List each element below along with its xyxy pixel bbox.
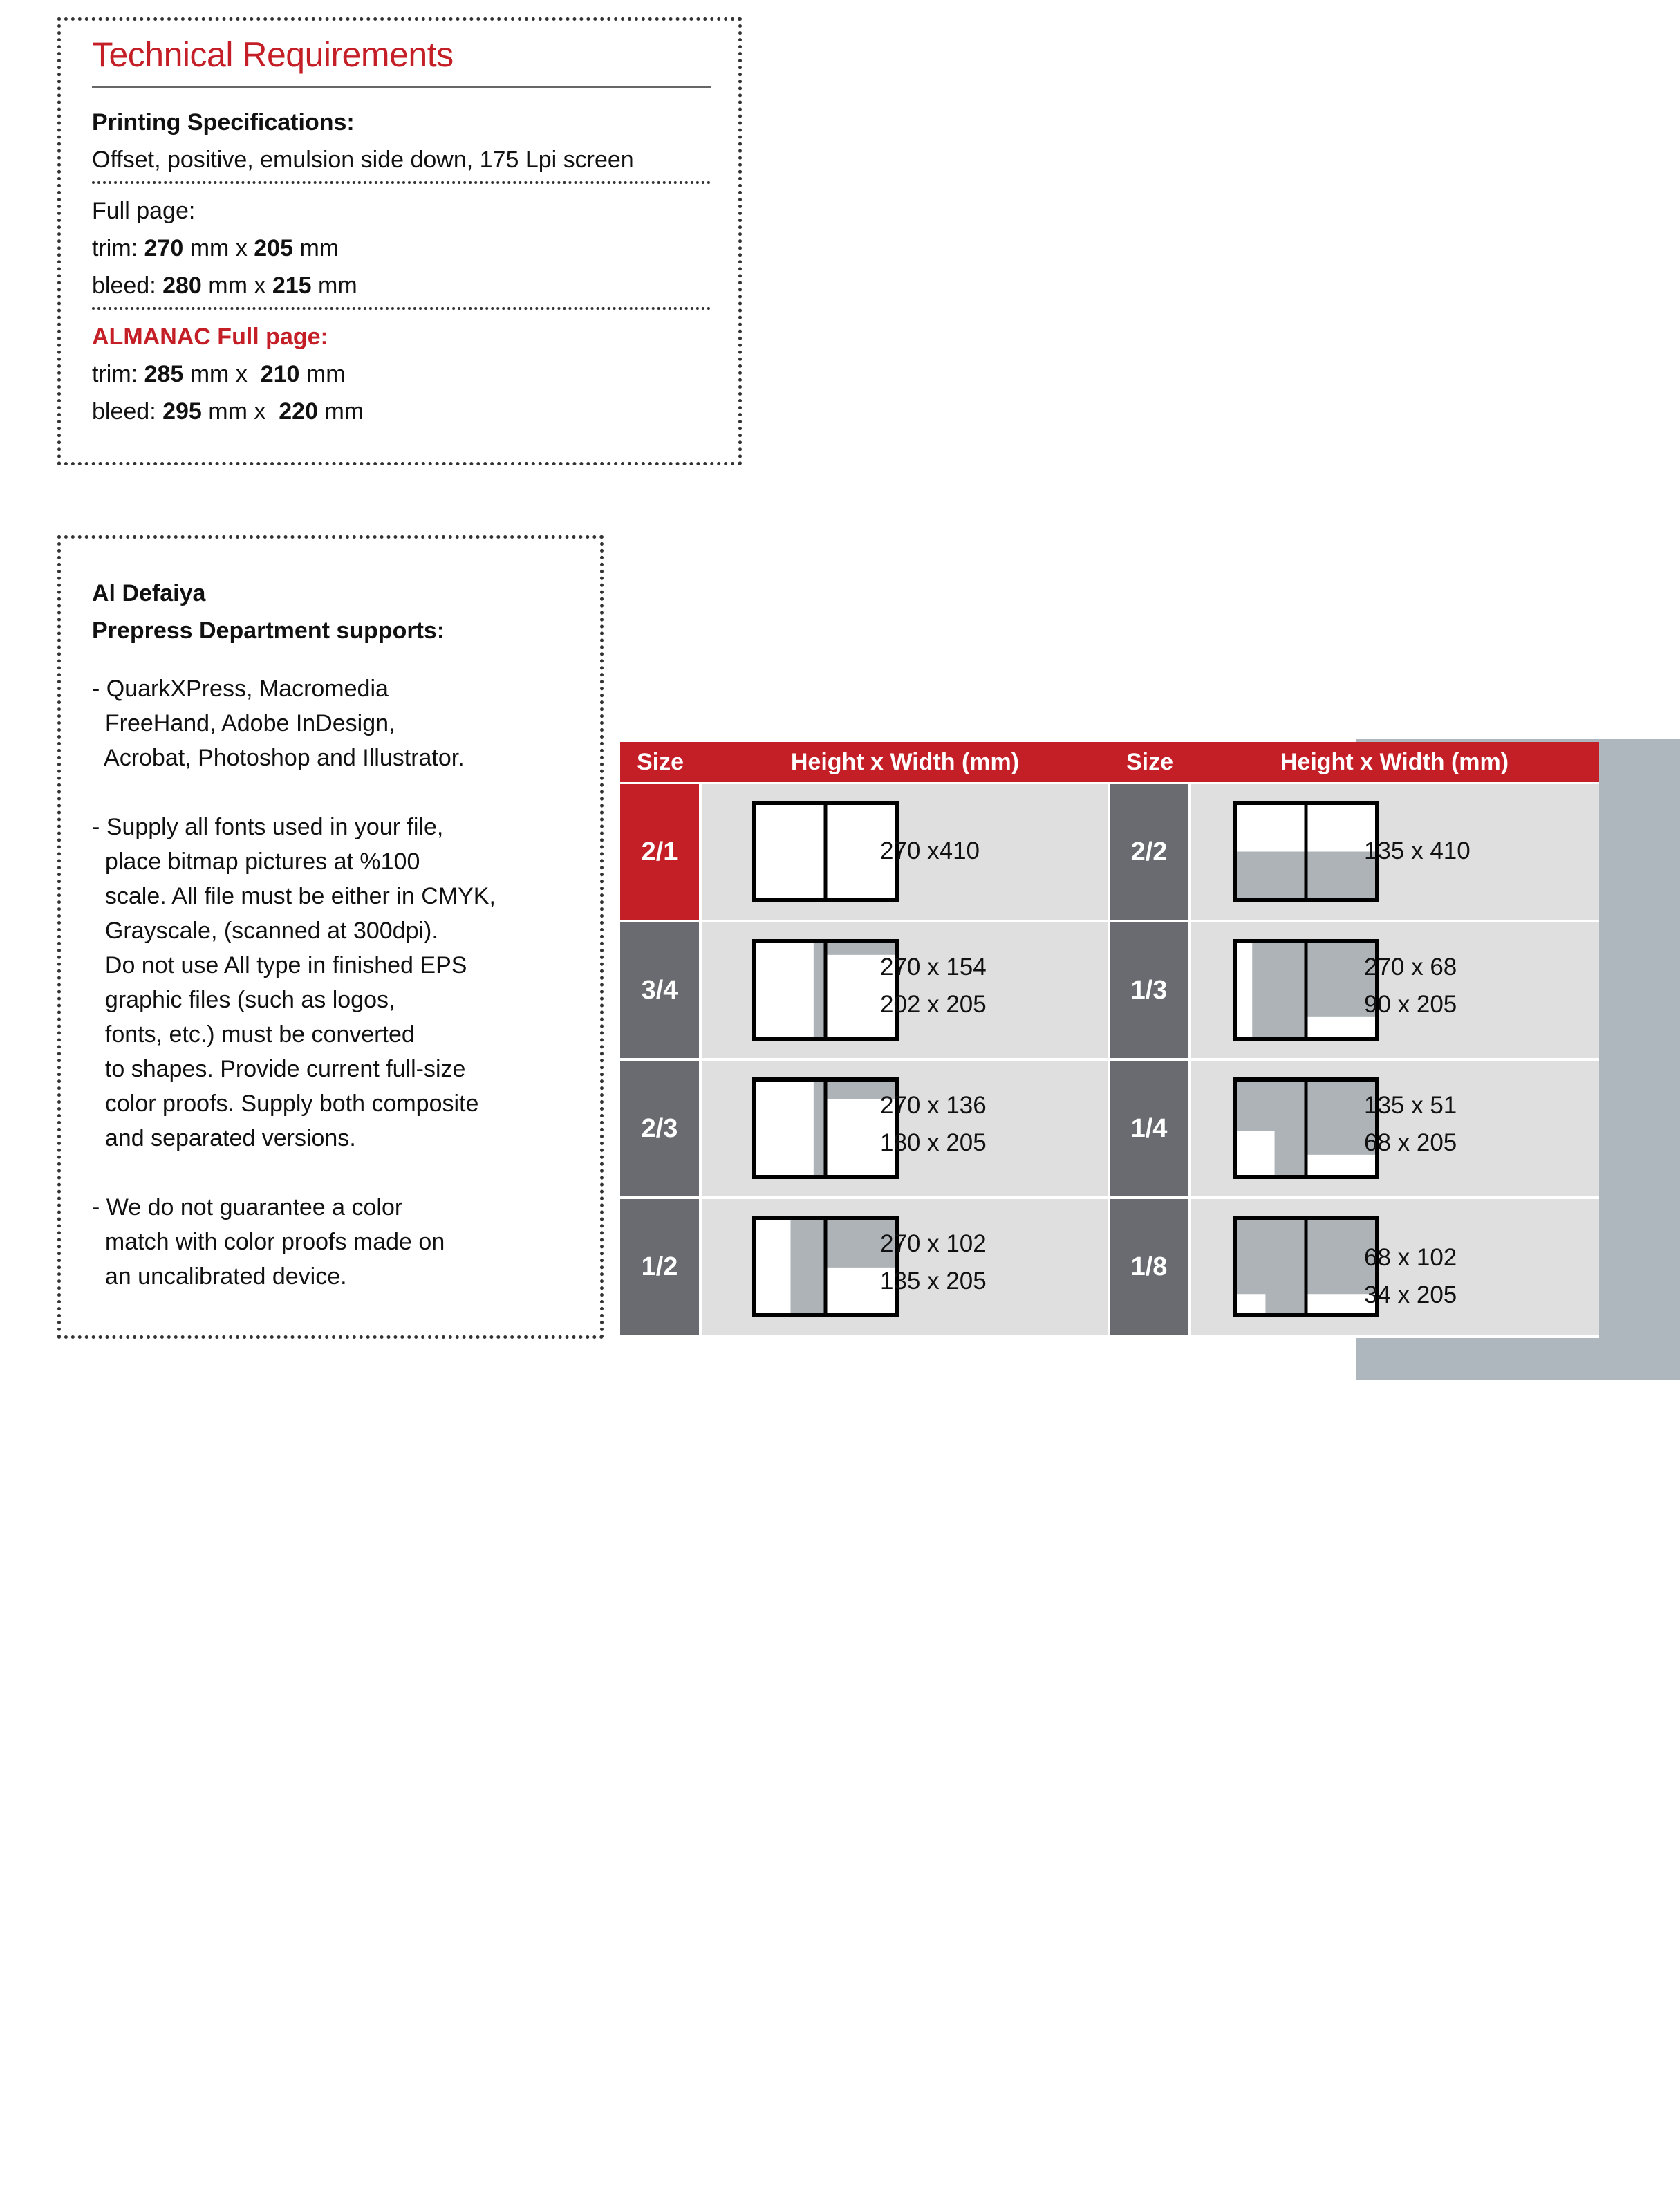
bleed-label: bleed: <box>92 398 163 425</box>
dimension-value: 135 x 205 <box>880 1268 987 1295</box>
dimension-value: 270 x 102 <box>880 1230 987 1257</box>
bullet-line: and separated versions. <box>92 1125 356 1151</box>
full-page-trim <box>92 235 339 262</box>
ad-area <box>814 943 825 1037</box>
size-label-2-1: 2/1 <box>620 784 699 920</box>
almanac-bleed <box>92 398 364 425</box>
half-layout-icon <box>752 1216 899 1317</box>
header-size-left: Size <box>620 742 700 782</box>
bullet-line: to shapes. Provide current full-size <box>92 1056 466 1082</box>
trim-label: trim: <box>92 361 144 387</box>
size-row-2-2 <box>1191 784 1599 920</box>
bleed-width: 215 <box>272 272 312 299</box>
ad-area <box>791 1219 826 1314</box>
dimension-value: 202 x 205 <box>880 991 987 1018</box>
dimensions <box>1364 1087 1457 1162</box>
bleed-mid: mm x <box>201 272 272 299</box>
ad-sizes-table <box>620 742 1599 1338</box>
layout-diagram <box>752 1077 899 1179</box>
layout-diagram <box>1233 1216 1379 1317</box>
layout-diagram <box>1233 1077 1379 1179</box>
dotted-divider <box>92 307 711 310</box>
size-row-1-8 <box>1191 1199 1599 1335</box>
prepress-heading: Prepress Department supports: <box>92 618 445 644</box>
technical-requirements-box <box>57 17 742 465</box>
printing-spec-text: Offset, positive, emulsion side down, 175 Lpi screen <box>92 147 634 173</box>
dimension-value: 270 x 68 <box>1364 954 1457 981</box>
blank-area <box>1236 1294 1265 1314</box>
trim-width: 210 <box>260 361 300 387</box>
bullet-line: graphic files (such as logos, <box>92 987 395 1013</box>
dimension-value: 180 x 205 <box>880 1129 987 1156</box>
size-row-2-3 <box>702 1061 1108 1196</box>
one-eighth-layout-icon <box>1233 1216 1379 1317</box>
bullet-line: place bitmap pictures at %100 <box>92 848 420 875</box>
bullet-line: match with color proofs made on <box>92 1229 445 1255</box>
one-third-layout-icon <box>1233 939 1379 1041</box>
section-title: Technical Requirements <box>92 35 454 74</box>
dimension-value: 270 x 154 <box>880 954 987 981</box>
almanac-label: ALMANAC Full page: <box>92 324 328 350</box>
bullet-line: Acrobat, Photoshop and Illustrator. <box>92 745 465 771</box>
double-page-full-layout-icon <box>752 801 899 902</box>
trim-mid: mm x <box>183 361 261 387</box>
bleed-label: bleed: <box>92 272 163 299</box>
bullet-line: - QuarkXPress, Macromedia <box>92 676 389 702</box>
printing-spec-heading: Printing Specifications: <box>92 109 355 136</box>
ad-area <box>1252 943 1306 1037</box>
one-quarter-layout-icon <box>1233 1077 1379 1179</box>
size-label-1-2: 1/2 <box>620 1199 699 1335</box>
blank-area <box>1236 1131 1275 1176</box>
trim-unit: mm <box>299 361 346 387</box>
size-label-2-3: 2/3 <box>620 1061 699 1196</box>
bleed-width: 220 <box>279 398 318 425</box>
full-page-bleed <box>92 272 357 299</box>
size-label-2-2: 2/2 <box>1110 784 1188 920</box>
bullet-line: fonts, etc.) must be converted <box>92 1021 415 1048</box>
dimension-value: 135 x 410 <box>1364 837 1471 864</box>
bullet-line: color proofs. Supply both composite <box>92 1091 479 1117</box>
almanac-trim <box>92 361 346 388</box>
dimensions <box>1364 1239 1457 1314</box>
bleed-height: 280 <box>162 272 202 299</box>
bullet-line: FreeHand, Adobe InDesign, <box>92 710 395 736</box>
bullet-line: an uncalibrated device. <box>92 1263 347 1290</box>
layout-diagram <box>752 801 899 902</box>
layout-diagram <box>752 939 899 1041</box>
bullet-line: - We do not guarantee a color <box>92 1194 403 1221</box>
full-page-label: Full page: <box>92 198 196 224</box>
size-label-1-3: 1/3 <box>1110 922 1188 1058</box>
bullet-line: Do not use All type in finished EPS <box>92 952 467 978</box>
dimension-value: 68 x 102 <box>1364 1244 1457 1271</box>
dimensions <box>880 833 980 870</box>
bleed-unit: mm <box>318 398 364 425</box>
bleed-height: 295 <box>162 398 202 425</box>
layout-diagram <box>1233 939 1379 1041</box>
ad-area <box>1236 852 1306 900</box>
bullet-line: Grayscale, (scanned at 300dpi). <box>92 918 438 944</box>
dotted-divider <box>92 181 711 184</box>
size-label-1-4: 1/4 <box>1110 1061 1188 1196</box>
dimension-value: 34 x 205 <box>1364 1281 1457 1308</box>
size-row-2-1 <box>702 784 1108 920</box>
size-row-1-4 <box>1191 1061 1599 1196</box>
layout-diagram <box>752 1216 899 1317</box>
dimension-value: 270 x 136 <box>880 1092 987 1119</box>
header-size-right: Size <box>1110 742 1190 782</box>
size-row-1-3 <box>1191 922 1599 1058</box>
size-label-3-4: 3/4 <box>620 922 699 1058</box>
two-thirds-layout-icon <box>752 1077 899 1179</box>
size-row-1-2 <box>702 1199 1108 1335</box>
bullet-line: scale. All file must be either in CMYK, <box>92 883 496 909</box>
trim-unit: mm <box>293 235 339 261</box>
header-dims-left: Height x Width (mm) <box>700 742 1110 782</box>
dimension-value: 270 x410 <box>880 837 980 864</box>
bullet-line: - Supply all fonts used in your file, <box>92 814 444 840</box>
dimension-value: 90 x 205 <box>1364 991 1457 1018</box>
trim-mid: mm x <box>183 235 254 261</box>
layout-diagram <box>1233 801 1379 902</box>
bleed-mid: mm x <box>201 398 279 425</box>
header-dims-right: Height x Width (mm) <box>1190 742 1599 782</box>
dimension-value: 135 x 51 <box>1364 1092 1457 1119</box>
prepress-box <box>57 535 604 1339</box>
dimensions <box>880 949 987 1023</box>
bleed-unit: mm <box>311 272 357 299</box>
trim-width: 205 <box>254 235 293 261</box>
size-row-3-4 <box>702 922 1108 1058</box>
ad-area <box>814 1081 825 1176</box>
dimensions <box>1364 833 1471 870</box>
dimension-value: 68 x 205 <box>1364 1129 1457 1156</box>
prepress-company: Al Defaiya <box>92 580 206 606</box>
size-label-1-8: 1/8 <box>1110 1199 1188 1335</box>
trim-label: trim: <box>92 235 144 261</box>
dimensions <box>1364 949 1457 1023</box>
trim-height: 285 <box>144 361 184 387</box>
double-half-layout-icon <box>1233 801 1379 902</box>
dimensions <box>880 1225 987 1300</box>
three-quarter-layout-icon <box>752 939 899 1041</box>
title-rule <box>92 86 711 88</box>
trim-height: 270 <box>144 235 184 261</box>
dimensions <box>880 1087 987 1162</box>
